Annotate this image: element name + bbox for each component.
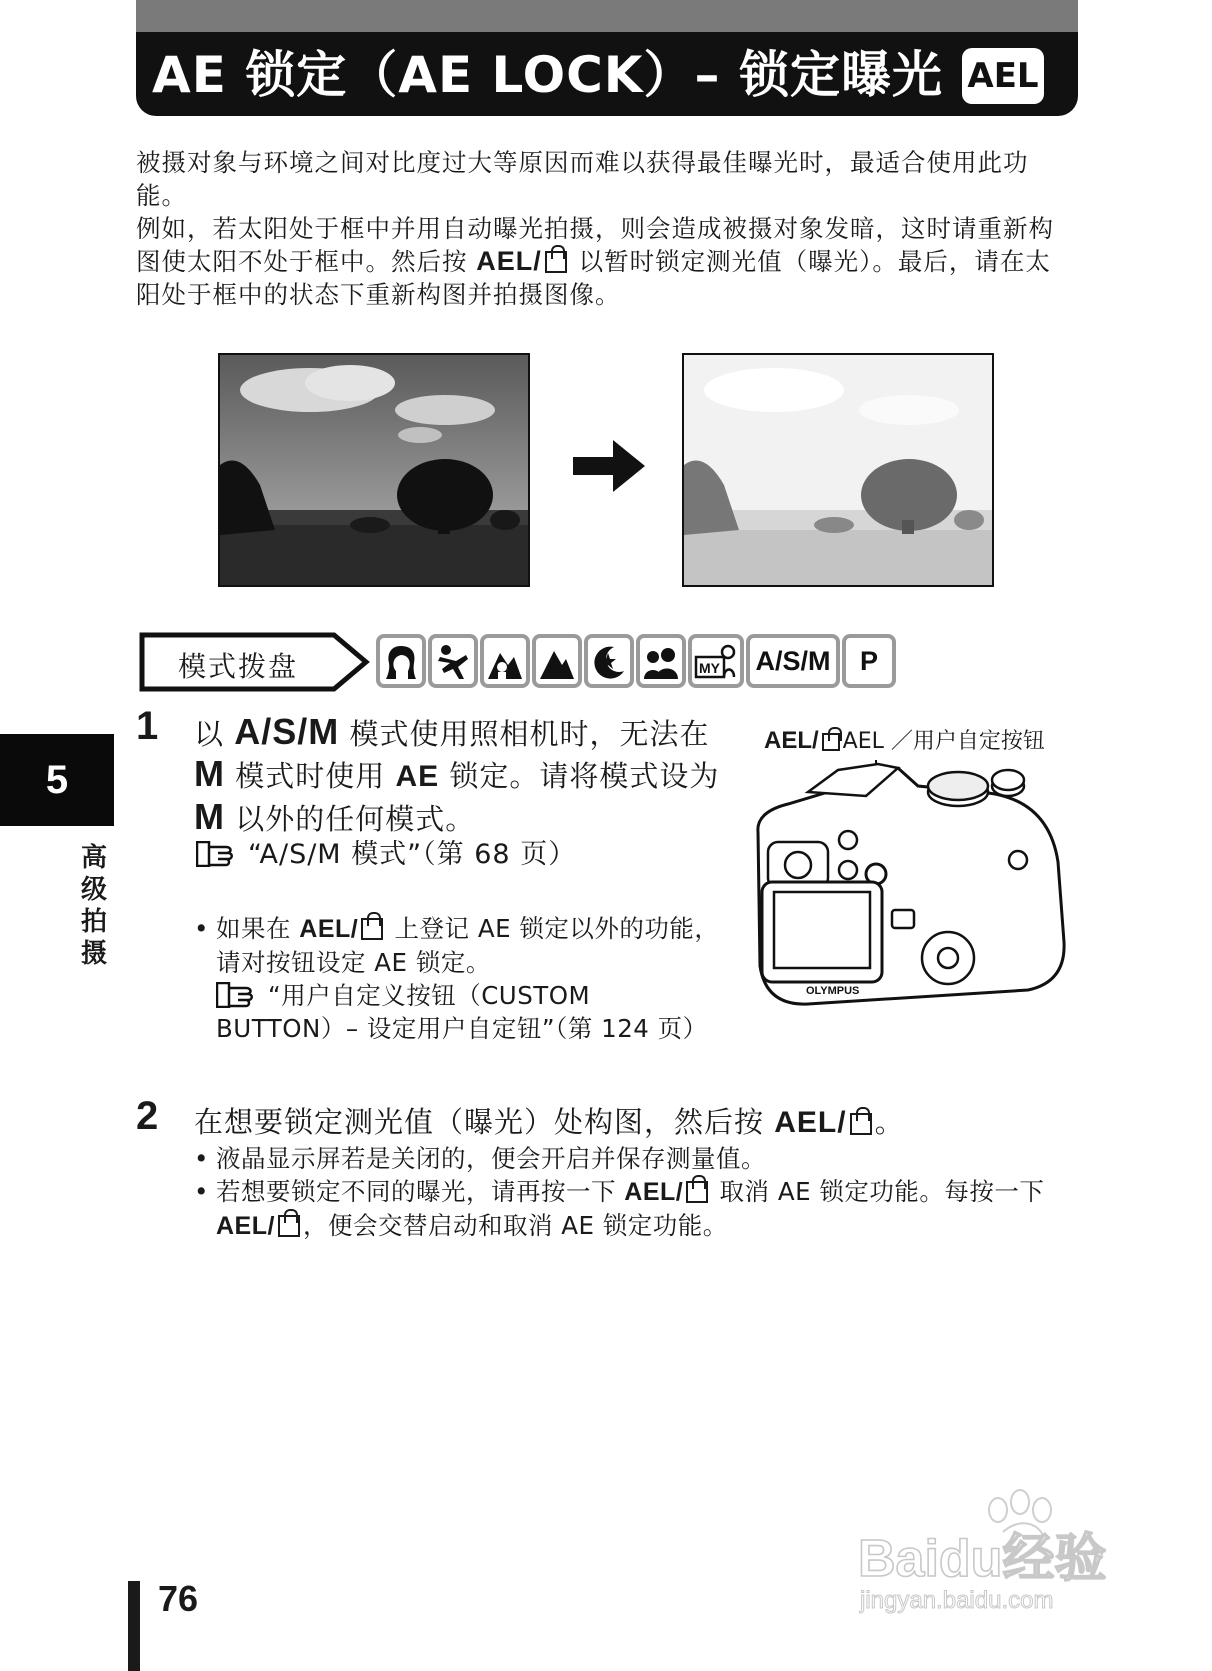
page-number: 76 bbox=[158, 1578, 199, 1619]
step2-bullet-btn: AEL/ bbox=[624, 1178, 684, 1206]
mode-p-label: P bbox=[859, 646, 878, 676]
step-1-number: 1 bbox=[136, 704, 159, 748]
reference-hand-icon bbox=[216, 982, 256, 1008]
reference-hand-icon bbox=[196, 841, 236, 867]
camera-illustration bbox=[748, 752, 1068, 1022]
mode-dial-label: 模式拨盘 bbox=[178, 650, 299, 683]
watermark-url: jingyan.baidu.com bbox=[860, 1587, 1054, 1614]
intro-paragraph-2 bbox=[136, 212, 1076, 311]
intro-text-a: 例如，若太阳处于框中并用自动曝光拍摄，则会造成被摄对象发暗，这时请重新构图使太阳不处于框中。然后按 bbox=[136, 214, 1054, 276]
baidu-watermark bbox=[858, 1488, 1148, 1618]
mode-portrait bbox=[376, 634, 426, 688]
night-scene-icon bbox=[592, 643, 626, 681]
list-item: • 如果在 AEL/ 上登记 AE 锁定以外的功能，请对按钮设定 AE 锁定。 “用户自定义按钮（CUSTOM BUTTON）– 设定用户自定钮”（第 124 页） bbox=[194, 914, 720, 1043]
step2-a: 在想要锁定测光值（曝光）处构图，然后按 bbox=[194, 1105, 775, 1139]
mode-night-scene bbox=[584, 634, 634, 688]
sports-icon bbox=[436, 643, 470, 681]
bullet-ref: “用户自定义按钮（CUSTOM BUTTON）– 设定用户自定钮”（第 124 页） bbox=[216, 981, 708, 1043]
ae-lock-icon bbox=[822, 733, 840, 751]
my-mode-icon bbox=[694, 643, 738, 681]
step1-e: 以外的任何模式。 bbox=[225, 802, 476, 836]
step1-ae: AE bbox=[395, 760, 440, 793]
step2-b: 。 bbox=[874, 1105, 905, 1139]
intro-text-b: 以暂时锁定测光值（曝光）。最后，请在太阳处于框中的状态下重新构图并拍摄图像。 bbox=[136, 247, 1051, 309]
step-2-text bbox=[194, 1102, 905, 1143]
ael-button-name: AEL/ bbox=[476, 246, 542, 276]
step-2-number: 2 bbox=[136, 1094, 159, 1138]
mode-p bbox=[842, 634, 896, 688]
header-top-bar bbox=[136, 0, 1078, 32]
step-1-reference bbox=[196, 832, 576, 871]
portrait-icon bbox=[384, 643, 418, 681]
intro-paragraph-1: 被摄对象与环境之间对比度过大等原因而难以获得最佳曝光时，最适合使用此功能。 bbox=[136, 148, 1029, 210]
step1-d: 锁定。请将模式设为 bbox=[439, 759, 720, 793]
camera-label-btn: AEL/ bbox=[764, 727, 819, 754]
step2-bullet-1: 液晶显示屏若是关闭的，便会开启并保存测量值。 bbox=[216, 1144, 766, 1173]
ae-lock-icon bbox=[545, 251, 567, 273]
list-item: • 若想要锁定不同的曝光，请再按一下 AEL/ 取消 AE 锁定功能。每按一下 AEL/ ，便会交替启动和取消 AE 锁定功能。 bbox=[194, 1177, 1045, 1240]
camera-button-label bbox=[764, 724, 1045, 755]
step2-bullet-2a: 若想要锁定不同的曝光，请再按一下 bbox=[216, 1177, 625, 1206]
mode-landscape bbox=[532, 634, 582, 688]
bullet-a: 如果在 bbox=[216, 914, 300, 943]
landscape-icon bbox=[540, 643, 574, 681]
step2-bullet-2b: 取消 AE 锁定功能。每按一下 bbox=[711, 1177, 1045, 1206]
ae-lock-icon bbox=[850, 1113, 872, 1135]
mode-self-portrait bbox=[636, 634, 686, 688]
arrow-right-icon bbox=[573, 440, 645, 492]
mode-landscape-portrait bbox=[480, 634, 530, 688]
step1-mode-asm: A/S/M bbox=[234, 711, 340, 752]
step2-bullet-2c: ，便会交替启动和取消 AE 锁定功能。 bbox=[302, 1211, 728, 1240]
step1-mode-m: M bbox=[194, 753, 225, 794]
step-1-note bbox=[190, 912, 730, 1045]
step2-btn: AEL/ bbox=[774, 1106, 847, 1139]
page-number-bar bbox=[128, 1581, 140, 1671]
chapter-title: 高级拍摄 bbox=[80, 843, 107, 969]
camera-brand: OLYMPUS bbox=[806, 985, 860, 997]
ae-lock-icon bbox=[278, 1215, 300, 1237]
photo-before-dark bbox=[218, 353, 530, 587]
step1-c: 模式时使用 bbox=[225, 759, 396, 793]
bullet-btn: AEL/ bbox=[299, 915, 359, 943]
step1-mode-m2: M bbox=[194, 796, 225, 837]
chapter-number: 5 bbox=[45, 758, 69, 802]
camera-label-rest: AEL ／用户自定按钮 bbox=[842, 729, 1045, 754]
self-portrait-icon bbox=[642, 643, 680, 681]
photo-after-bright bbox=[682, 353, 994, 587]
mode-asm-label: A/S/M bbox=[755, 646, 831, 676]
mode-sports bbox=[428, 634, 478, 688]
ae-lock-icon bbox=[686, 1181, 708, 1203]
landscape-portrait-icon bbox=[488, 643, 522, 681]
page-title: AE 锁定（AE LOCK）– 锁定曝光 bbox=[152, 46, 943, 104]
ael-badge: AEL bbox=[962, 48, 1044, 104]
watermark-brand: Baidu经验 bbox=[858, 1530, 1107, 1588]
step1-a: 以 bbox=[194, 717, 235, 751]
mode-asm bbox=[746, 634, 840, 688]
step-1-text bbox=[194, 712, 734, 839]
step-2-notes bbox=[190, 1142, 1080, 1243]
svg-text:MY: MY bbox=[699, 660, 720, 676]
ae-lock-icon bbox=[361, 918, 383, 940]
bullet-b: 上登记 AE 锁定以外的功能，请对按钮设定 AE 锁定。 bbox=[216, 914, 720, 977]
mode-my-mode bbox=[688, 634, 744, 688]
step2-bullet-btn2: AEL/ bbox=[216, 1212, 275, 1240]
step1-ref-text: “A/S/M 模式”（第 68 页） bbox=[248, 839, 577, 870]
step1-b: 模式使用照相机时，无法在 bbox=[339, 717, 710, 751]
list-item: • 液晶显示屏若是关闭的，便会开启并保存测量值。 bbox=[194, 1144, 766, 1173]
